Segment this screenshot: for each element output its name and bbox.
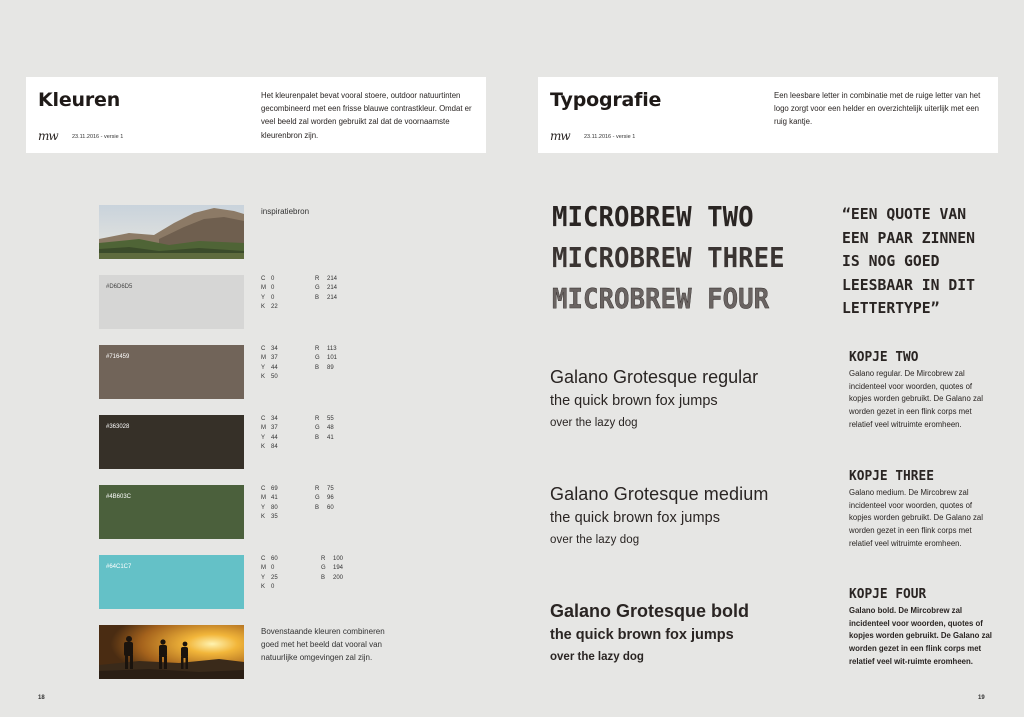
galano-regular-title: Galano Grotesque regular <box>550 367 759 387</box>
swatch-hex: #D6D6D5 <box>106 284 133 290</box>
kleuren-header <box>26 77 486 153</box>
rgb-r: 113 <box>327 346 337 352</box>
rgb-g: 101 <box>327 355 338 362</box>
cmyk-m: 37 <box>271 355 278 362</box>
swatch-rgb: R 55 G 48 B 41 <box>315 415 334 443</box>
closing-text: Bovenstaande kleuren combineren goed met het beeld dat vooral van natuurlijke omgevingen zal zijn. <box>261 627 385 662</box>
header-description: Een leesbare letter in combinatie met de ruige letter van het logo zorgt voor een helder en overzichtelijk uiterlijk met een ruig kantje. <box>774 91 981 127</box>
color-swatch <box>99 555 244 609</box>
color-swatch <box>99 485 244 539</box>
galano-medium-line3: over the lazy dog <box>550 534 640 546</box>
cmyk-y: 44 <box>271 434 278 441</box>
swatch-hex: #64C1C7 <box>106 564 132 570</box>
page-title: Typografie <box>550 89 662 111</box>
cmyk-y: 0 <box>271 294 275 301</box>
galano-regular-line3: over the lazy dog <box>550 417 638 429</box>
rgb-g: 214 <box>327 285 338 292</box>
galano-medium-line2: the quick brown fox jumps <box>550 510 721 526</box>
kopje-four-heading: KOPJE FOUR <box>849 586 927 602</box>
galano-regular-line2: the quick brown fox jumps <box>550 393 718 409</box>
quote-sample: “EEN QUOTE VAN EEN PAAR ZINNEN IS NOG GOED LEESBAAR IN DIT LETTERTYPE” <box>842 205 975 317</box>
kopje-four-body: Galano bold. De Mircobrew zal incidenteel voor woorden, quotes of kopjes worden gebruikt. De Galano zal worden gezet in een flink corps met relatief veel wit-ruimte eromheen. <box>849 606 992 666</box>
rgb-b: 214 <box>327 294 338 301</box>
cmyk-m: 0 <box>271 285 275 292</box>
header-description: Het kleurenpalet bevat vooral stoere, outdoor natuurtinten gecombineerd met een frisse blauwe contrastkleur. Omdat er veel beeld zal worden gebruikt zal dat de voornaamste kleurenbron zijn. <box>261 91 472 140</box>
swatch-cmyk: C 0 M 0 Y 0 K 22 <box>261 275 315 312</box>
rgb-g: 48 <box>327 425 334 432</box>
version-date: 23.11.2016 - versie 1 <box>584 134 636 140</box>
cmyk-k: 35 <box>271 513 278 520</box>
cmyk-m: 37 <box>271 425 278 432</box>
rgb-b: 200 <box>333 574 344 581</box>
cmyk-c: 0 <box>271 276 275 282</box>
rgb-r: 214 <box>327 276 338 282</box>
cmyk-c: 69 <box>271 486 278 492</box>
cmyk-y: 25 <box>271 574 278 581</box>
color-swatch <box>99 275 244 329</box>
swatch-rgb: R 75 G 96 B 60 <box>315 485 334 513</box>
microbrew-two-sample: MICROBREW TWO <box>552 200 754 233</box>
microbrew-four-sample: MICROBREW FOUR <box>552 282 770 315</box>
version-date: 23.11.2016 - versie 1 <box>72 134 124 140</box>
mw-logo: mw <box>550 129 570 143</box>
cmyk-c: 60 <box>271 556 278 562</box>
swatch-rgb: R 113 G 101 B 89 <box>315 345 337 373</box>
galano-bold-line3: over the lazy dog <box>550 651 644 663</box>
color-swatch <box>99 415 244 469</box>
cmyk-m: 41 <box>271 495 278 502</box>
rgb-b: 41 <box>327 434 334 441</box>
swatch-cmyk: C 34 M 37 Y 44 K 50 <box>261 345 315 382</box>
cmyk-k: 84 <box>271 443 278 450</box>
color-swatch <box>99 345 244 399</box>
inspiration-label: inspiratiebron <box>261 207 310 216</box>
swatch-hex: #363028 <box>106 424 130 430</box>
galano-medium-title: Galano Grotesque medium <box>550 484 769 504</box>
cmyk-y: 80 <box>271 504 278 511</box>
galano-bold-line2: the quick brown fox jumps <box>550 627 734 643</box>
swatch-cmyk: C 34 M 37 Y 44 K 84 <box>261 415 315 452</box>
microbrew-three-sample: MICROBREW THREE <box>552 241 785 274</box>
kopje-two-body: Galano regular. De Mircobrew zal incidenteel voor woorden, quotes of kopjes worden gebruikt. De Galano zal worden gezet in een flink corps met relatief veel witruimte eromheen. <box>849 369 983 429</box>
rgb-b: 89 <box>327 364 334 371</box>
galano-bold-title: Galano Grotesque bold <box>550 601 750 621</box>
rgb-r: 100 <box>333 556 344 562</box>
rgb-g: 194 <box>333 565 344 572</box>
kopje-two-heading: KOPJE TWO <box>849 349 919 365</box>
page-number: 19 <box>978 695 985 701</box>
kopje-three-body: Galano medium. De Mircobrew zal incidenteel voor woorden, quotes of kopjes worden gebruikt. De Galano zal worden gezet in een flink corps met relatief veel witruimte eromheen. <box>849 488 983 548</box>
cmyk-c: 34 <box>271 346 278 352</box>
mw-logo: mw <box>38 129 58 143</box>
cmyk-y: 44 <box>271 364 278 371</box>
hikers-sunset-photo <box>99 625 244 679</box>
cmyk-k: 0 <box>271 583 275 590</box>
swatch-cmyk: C 60 M 0 Y 25 K 0 <box>261 555 315 592</box>
rgb-b: 60 <box>327 504 334 511</box>
swatch-rgb: R 214 G 214 B 214 <box>315 275 337 303</box>
swatch-rgb: R 100 G 194 B 200 <box>321 555 343 583</box>
cmyk-k: 50 <box>271 373 278 380</box>
page-title: Kleuren <box>38 89 121 111</box>
typografie-header <box>538 77 998 153</box>
swatch-hex: #716459 <box>106 354 130 360</box>
swatch-cmyk: C 69 M 41 Y 80 K 35 <box>261 485 315 522</box>
cmyk-k: 22 <box>271 303 278 310</box>
inspiration-mountain-photo <box>99 205 244 259</box>
cmyk-m: 0 <box>271 565 275 572</box>
rgb-r: 55 <box>327 416 334 422</box>
kopje-three-heading: KOPJE THREE <box>849 468 934 484</box>
rgb-r: 75 <box>327 486 334 492</box>
swatch-hex: #4B603C <box>106 494 132 500</box>
page-typografie <box>512 0 1024 717</box>
rgb-g: 96 <box>327 495 334 502</box>
page-number: 18 <box>38 695 45 701</box>
cmyk-c: 34 <box>271 416 278 422</box>
